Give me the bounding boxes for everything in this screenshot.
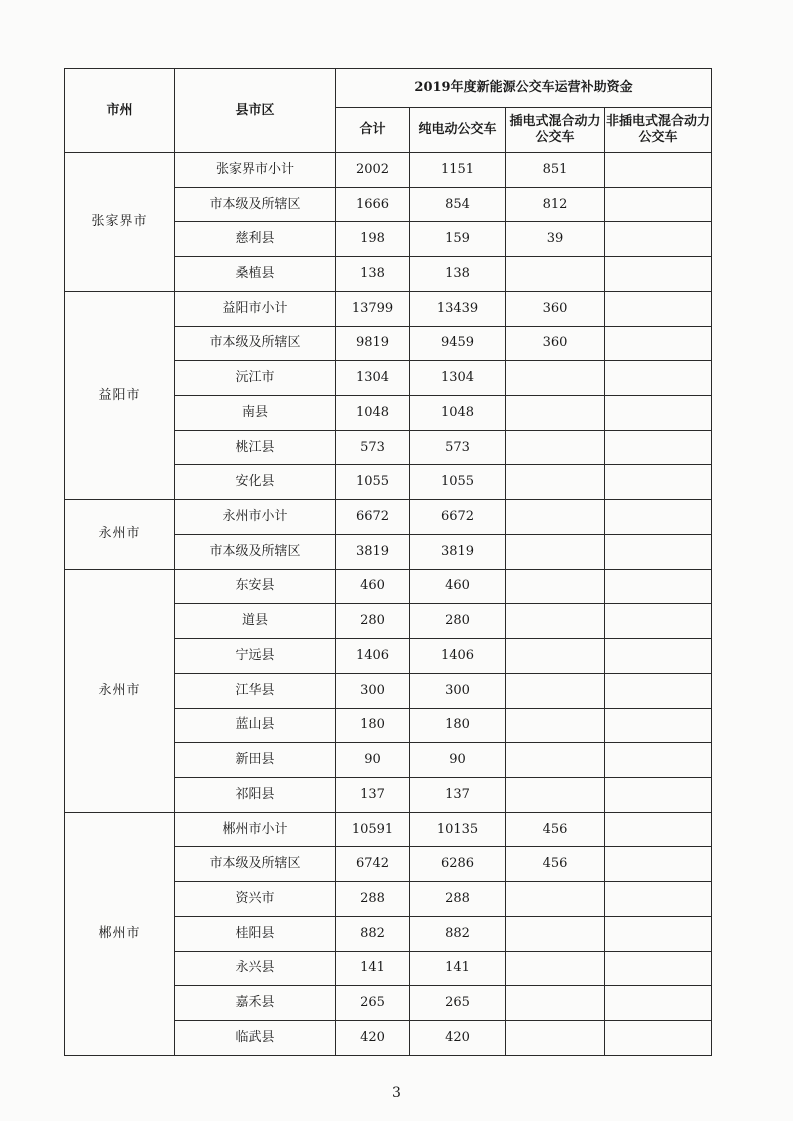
total-cell: 573 (336, 430, 410, 465)
phev-cell (506, 361, 605, 396)
phev-cell: 812 (506, 187, 605, 222)
header-hev: 非插电式混合动力公交车 (605, 108, 712, 153)
city-cell: 郴州市 (65, 812, 175, 1055)
county-cell: 益阳市小计 (175, 291, 336, 326)
table-row (65, 291, 712, 326)
city-cell: 永州市 (65, 569, 175, 812)
bev-cell: 882 (410, 916, 506, 951)
total-cell: 2002 (336, 153, 410, 188)
table-row (65, 153, 712, 188)
total-cell: 137 (336, 777, 410, 812)
phev-cell: 39 (506, 222, 605, 257)
total-cell: 288 (336, 882, 410, 917)
phev-cell (506, 777, 605, 812)
hev-cell (605, 326, 712, 361)
hev-cell (605, 639, 712, 674)
total-cell: 1055 (336, 465, 410, 500)
total-cell: 10591 (336, 812, 410, 847)
page-number: 3 (392, 1085, 401, 1101)
phev-cell (506, 396, 605, 431)
phev-cell (506, 500, 605, 535)
bev-cell: 288 (410, 882, 506, 917)
hev-cell (605, 604, 712, 639)
hev-cell (605, 222, 712, 257)
phev-cell (506, 951, 605, 986)
hev-cell (605, 534, 712, 569)
county-cell: 桃江县 (175, 430, 336, 465)
hev-cell (605, 500, 712, 535)
county-cell: 市本级及所辖区 (175, 326, 336, 361)
phev-cell (506, 708, 605, 743)
phev-cell: 360 (506, 326, 605, 361)
table-row (65, 812, 712, 847)
bev-cell: 6672 (410, 500, 506, 535)
phev-cell (506, 534, 605, 569)
hev-cell (605, 916, 712, 951)
hev-cell (605, 708, 712, 743)
county-cell: 市本级及所辖区 (175, 534, 336, 569)
total-cell: 3819 (336, 534, 410, 569)
total-cell: 882 (336, 916, 410, 951)
phev-cell (506, 639, 605, 674)
hev-cell (605, 882, 712, 917)
total-cell: 90 (336, 743, 410, 778)
header-bev: 纯电动公交车 (410, 108, 506, 153)
total-cell: 138 (336, 257, 410, 292)
table-row (65, 500, 712, 535)
bev-cell: 9459 (410, 326, 506, 361)
header-city: 市州 (65, 69, 175, 153)
bev-cell: 1406 (410, 639, 506, 674)
city-cell: 张家界市 (65, 153, 175, 292)
county-cell: 桂阳县 (175, 916, 336, 951)
bev-cell: 180 (410, 708, 506, 743)
bev-cell: 300 (410, 673, 506, 708)
county-cell: 南县 (175, 396, 336, 431)
phev-cell (506, 743, 605, 778)
total-cell: 9819 (336, 326, 410, 361)
hev-cell (605, 777, 712, 812)
county-cell: 江华县 (175, 673, 336, 708)
hev-cell (605, 812, 712, 847)
county-cell: 资兴市 (175, 882, 336, 917)
bev-cell: 573 (410, 430, 506, 465)
phev-cell (506, 916, 605, 951)
total-cell: 1666 (336, 187, 410, 222)
phev-cell (506, 604, 605, 639)
phev-cell (506, 257, 605, 292)
phev-cell (506, 1020, 605, 1055)
county-cell: 市本级及所辖区 (175, 847, 336, 882)
county-cell: 嘉禾县 (175, 986, 336, 1021)
table-body (65, 153, 712, 1056)
hev-cell (605, 153, 712, 188)
bev-cell: 1304 (410, 361, 506, 396)
county-cell: 蓝山县 (175, 708, 336, 743)
county-cell: 市本级及所辖区 (175, 187, 336, 222)
header-county: 县市区 (175, 69, 336, 153)
header-phev: 插电式混合动力公交车 (506, 108, 605, 153)
subsidy-table (64, 68, 712, 1056)
county-cell: 临武县 (175, 1020, 336, 1055)
hev-cell (605, 847, 712, 882)
table-row (65, 569, 712, 604)
hev-cell (605, 986, 712, 1021)
bev-cell: 1055 (410, 465, 506, 500)
phev-cell (506, 882, 605, 917)
hev-cell (605, 361, 712, 396)
county-cell: 张家界市小计 (175, 153, 336, 188)
header-group-title: 2019年度新能源公交车运营补助资金 (336, 69, 712, 108)
county-cell: 永州市小计 (175, 500, 336, 535)
county-cell: 祁阳县 (175, 777, 336, 812)
bev-cell: 3819 (410, 534, 506, 569)
bev-cell: 854 (410, 187, 506, 222)
bev-cell: 137 (410, 777, 506, 812)
county-cell: 慈利县 (175, 222, 336, 257)
bev-cell: 141 (410, 951, 506, 986)
hev-cell (605, 951, 712, 986)
hev-cell (605, 569, 712, 604)
phev-cell: 456 (506, 847, 605, 882)
bev-cell: 1151 (410, 153, 506, 188)
county-cell: 新田县 (175, 743, 336, 778)
total-cell: 198 (336, 222, 410, 257)
hev-cell (605, 1020, 712, 1055)
county-cell: 安化县 (175, 465, 336, 500)
phev-cell (506, 673, 605, 708)
table-header (65, 69, 712, 153)
bev-cell: 460 (410, 569, 506, 604)
hev-cell (605, 187, 712, 222)
total-cell: 280 (336, 604, 410, 639)
hev-cell (605, 743, 712, 778)
county-cell: 桑植县 (175, 257, 336, 292)
county-cell: 永兴县 (175, 951, 336, 986)
phev-cell (506, 430, 605, 465)
total-cell: 6672 (336, 500, 410, 535)
bev-cell: 1048 (410, 396, 506, 431)
phev-cell: 456 (506, 812, 605, 847)
hev-cell (605, 673, 712, 708)
phev-cell: 360 (506, 291, 605, 326)
bev-cell: 159 (410, 222, 506, 257)
total-cell: 13799 (336, 291, 410, 326)
total-cell: 180 (336, 708, 410, 743)
city-cell: 益阳市 (65, 291, 175, 499)
total-cell: 1048 (336, 396, 410, 431)
bev-cell: 10135 (410, 812, 506, 847)
county-cell: 东安县 (175, 569, 336, 604)
total-cell: 141 (336, 951, 410, 986)
total-cell: 460 (336, 569, 410, 604)
county-cell: 沅江市 (175, 361, 336, 396)
hev-cell (605, 430, 712, 465)
county-cell: 郴州市小计 (175, 812, 336, 847)
hev-cell (605, 396, 712, 431)
phev-cell: 851 (506, 153, 605, 188)
hev-cell (605, 465, 712, 500)
total-cell: 1304 (336, 361, 410, 396)
bev-cell: 265 (410, 986, 506, 1021)
county-cell: 宁远县 (175, 639, 336, 674)
city-cell: 永州市 (65, 500, 175, 569)
phev-cell (506, 986, 605, 1021)
bev-cell: 420 (410, 1020, 506, 1055)
phev-cell (506, 465, 605, 500)
county-cell: 道县 (175, 604, 336, 639)
total-cell: 265 (336, 986, 410, 1021)
total-cell: 6742 (336, 847, 410, 882)
bev-cell: 6286 (410, 847, 506, 882)
bev-cell: 138 (410, 257, 506, 292)
total-cell: 1406 (336, 639, 410, 674)
hev-cell (605, 291, 712, 326)
bev-cell: 13439 (410, 291, 506, 326)
total-cell: 300 (336, 673, 410, 708)
header-total: 合计 (336, 108, 410, 153)
total-cell: 420 (336, 1020, 410, 1055)
hev-cell (605, 257, 712, 292)
phev-cell (506, 569, 605, 604)
bev-cell: 90 (410, 743, 506, 778)
bev-cell: 280 (410, 604, 506, 639)
